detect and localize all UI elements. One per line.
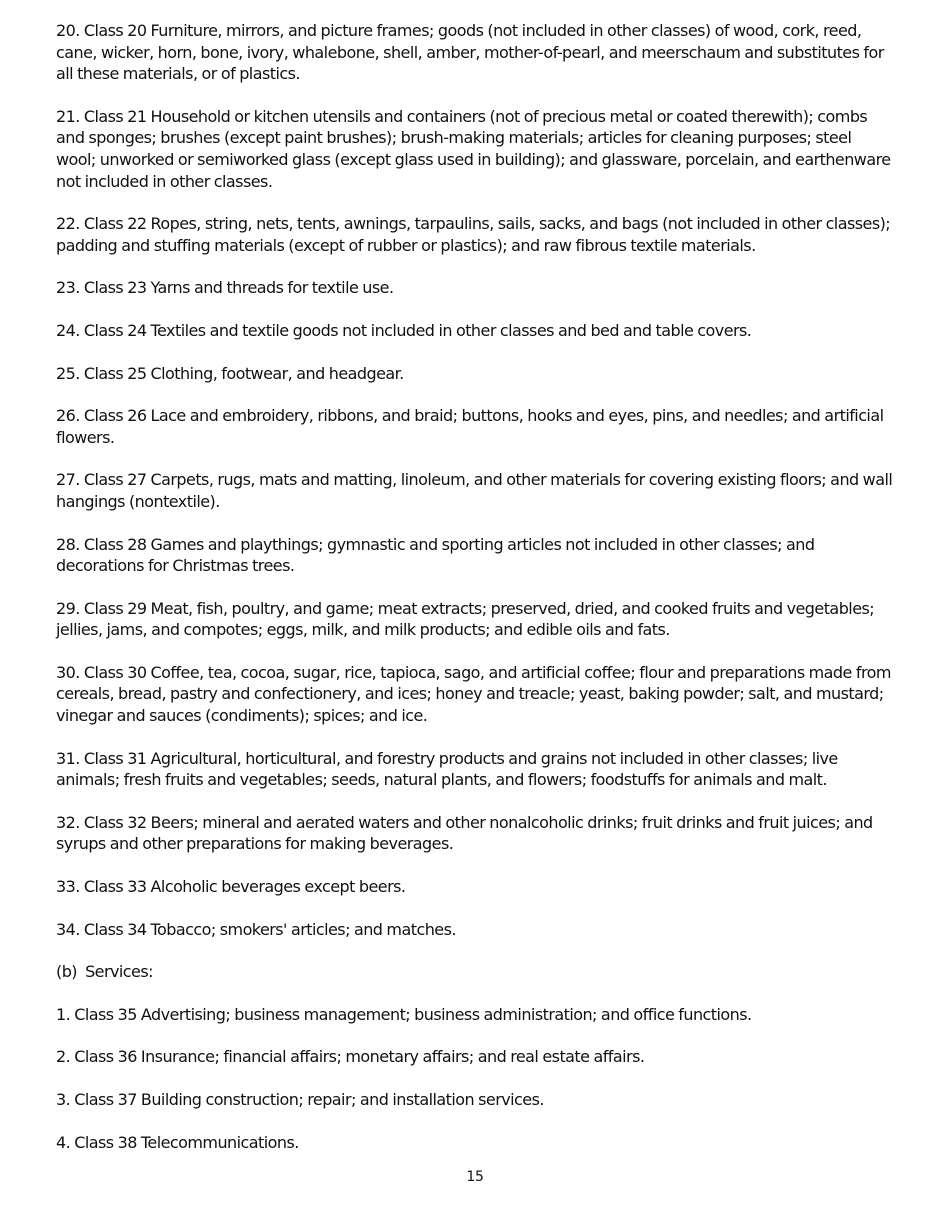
class-34-item (56, 919, 894, 941)
class-label: Class 34 (83, 919, 147, 939)
class-description: Advertising; business management; business administration; and office functions. (140, 1004, 752, 1024)
item-number: 30. (56, 662, 80, 682)
class-description: Beers; mineral and aerated waters and other nonalcoholic drinks; fruit drinks and fruit juices; and syrups and other preparations for making beverages. (56, 812, 873, 854)
class-label: Class 21 (83, 106, 147, 126)
item-number: 21. (56, 106, 80, 126)
services-heading (56, 961, 894, 983)
class-37-item (56, 1089, 894, 1111)
class-description: Lace and embroidery, ribbons, and braid; buttons, hooks and eyes, pins, and needles; and artificial flowers. (56, 406, 884, 447)
class-36-item (56, 1046, 894, 1068)
class-description: Textiles and textile goods not included in other classes and bed and table covers. (150, 320, 752, 340)
class-label: Class 33 (83, 877, 147, 897)
class-33-item (56, 876, 894, 898)
class-description: Clothing, footwear, and headgear. (150, 363, 404, 383)
class-description: Household or kitchen utensils and containers (not of precious metal or coated therewith); combs and sponges; brushes (except paint brushes); brush-making materials; articles for cleaning purposes; steel wool; unworked or semiworked glass (except glass used in building); and glassware, porcelain, and earthenware not included in other classes. (56, 106, 891, 191)
item-number: 2. (56, 1047, 71, 1067)
class-22-item (56, 213, 894, 256)
class-description: Agricultural, horticultural, and forestry products and grains not included in other classes; live animals; fresh fruits and vegetables; seeds, natural plants, and flowers; foodstuffs for animals and malt. (56, 748, 838, 790)
class-label: Class 22 (83, 214, 147, 234)
class-description: Tobacco; smokers' articles; and matches. (150, 919, 456, 939)
item-number: 1. (56, 1004, 71, 1024)
class-description: Insurance; financial affairs; monetary affairs; and real estate affairs. (140, 1047, 645, 1067)
item-number: 26. (56, 406, 80, 426)
class-29-item (56, 598, 894, 641)
class-label: Class 35 (74, 1004, 137, 1024)
class-label: Class 32 (83, 812, 147, 832)
class-label: Class 31 (83, 748, 147, 768)
item-number: 33. (56, 877, 80, 897)
item-number: 3. (56, 1090, 71, 1109)
class-description: Ropes, string, nets, tents, awnings, tarpaulins, sails, sacks, and bags (not included in other classes); padding and stuffing materials (except of rubber or plastics); and raw fibrous textile materials. (56, 214, 891, 255)
item-number: 25. (56, 363, 80, 383)
item-number: 22. (56, 214, 80, 234)
class-description: Carpets, rugs, mats and matting, linoleum, and other materials for covering existing floors; and wall hangings (nontextile). (56, 470, 893, 511)
class-description: Telecommunications. (140, 1132, 299, 1152)
class-21-item (56, 106, 894, 192)
class-label: Class 23 (83, 278, 147, 298)
class-label: Class 26 (83, 406, 147, 426)
class-38-item (56, 1132, 894, 1154)
class-27-item (56, 469, 894, 512)
class-25-item (56, 363, 894, 385)
class-label: Class 37 (74, 1090, 137, 1109)
item-number: 4. (56, 1132, 71, 1152)
class-35-item (56, 1004, 894, 1026)
class-label: Class 36 (74, 1047, 137, 1067)
class-label: Class 24 (83, 320, 147, 340)
class-label: Class 28 (83, 534, 147, 554)
services-heading-text: (b) Services: (56, 962, 153, 982)
item-number: 20. (56, 21, 80, 40)
class-26-item (56, 405, 894, 448)
class-label: Class 20 (83, 21, 147, 40)
class-31-item (56, 748, 894, 791)
document-page (56, 20, 894, 1210)
item-number: 23. (56, 278, 80, 298)
class-32-item (56, 812, 894, 855)
class-label: Class 29 (83, 598, 147, 618)
class-description: Furniture, mirrors, and picture frames; goods (not included in other classes) of wood, cork, reed, cane, wicker, horn, bone, ivory, whalebone, shell, amber, mother-of-pearl, and meerschaum and substitutes for all these materials, or of plastics. (56, 21, 884, 84)
class-description: Alcoholic beverages except beers. (150, 877, 406, 897)
class-28-item (56, 534, 894, 577)
item-number: 28. (56, 534, 80, 554)
item-number: 27. (56, 470, 80, 490)
item-number: 34. (56, 919, 80, 939)
class-label: Class 30 (83, 662, 147, 682)
class-20-item (56, 20, 894, 85)
item-number: 24. (56, 320, 80, 340)
item-number: 32. (56, 812, 80, 832)
class-23-item (56, 277, 894, 299)
class-label: Class 38 (74, 1132, 137, 1152)
class-30-item (56, 662, 894, 727)
class-description: Meat, fish, poultry, and game; meat extracts; preserved, dried, and cooked fruits and vegetables; jellies, jams, and compotes; eggs, milk, and milk products; and edible oils and fats. (56, 598, 875, 640)
class-description: Coffee, tea, cocoa, sugar, rice, tapioca, sago, and artificial coffee; flour and preparations made from cereals, bread, pastry and confectionery, and ices; honey and treacle; yeast, baking powder; salt, and mustard; vinegar and sauces (condiments); spices; and ice. (56, 662, 891, 726)
page-number: 15 (466, 1169, 484, 1185)
item-number: 29. (56, 598, 80, 618)
class-description: Games and playthings; gymnastic and sporting articles not included in other classes; and decorations for Christmas trees. (56, 534, 815, 576)
class-description: Building construction; repair; and installation services. (140, 1090, 544, 1109)
class-24-item (56, 320, 894, 342)
class-label: Class 27 (83, 470, 147, 490)
item-number: 31. (56, 748, 80, 768)
class-label: Class 25 (83, 363, 147, 383)
class-description: Yarns and threads for textile use. (150, 278, 394, 298)
